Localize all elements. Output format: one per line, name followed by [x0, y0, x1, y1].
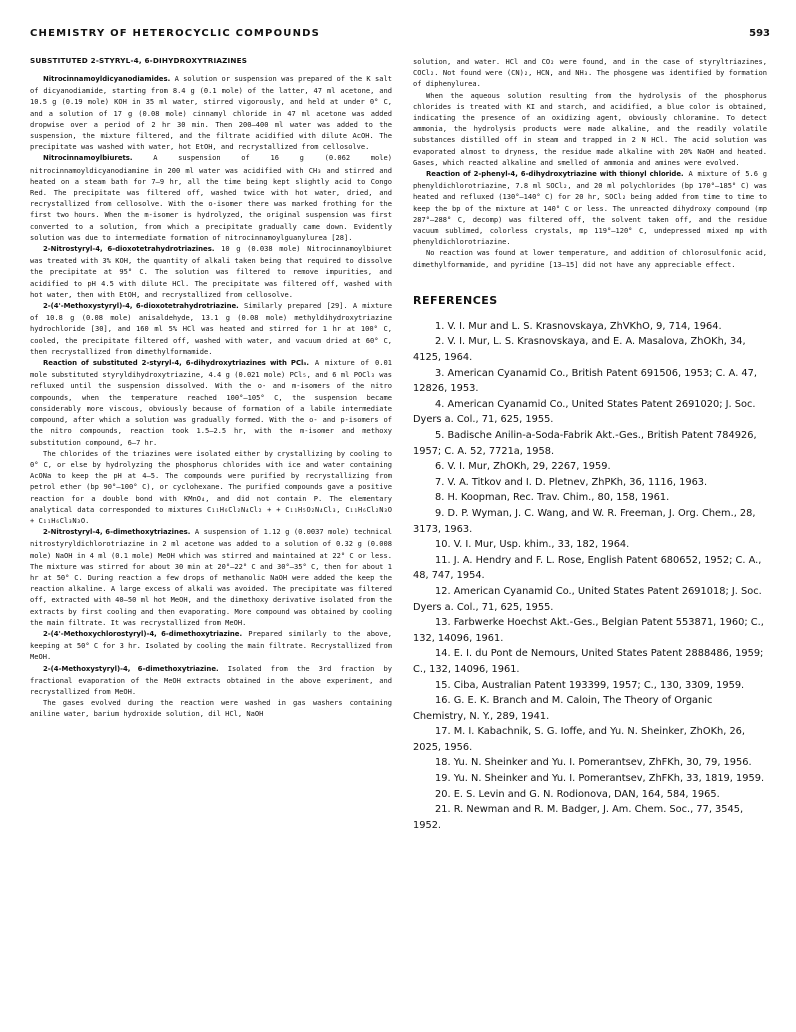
- body-paragraph: [413, 56, 767, 90]
- body-paragraph: [30, 628, 392, 663]
- body-paragraph: [30, 152, 392, 243]
- reference-item: 14. E. I. du Pont de Nemours, United States Patent 2888486, 1959; C., 132, 14096, 1961.: [413, 648, 764, 675]
- reference-item: 9. D. P. Wyman, J. C. Wang, and W. R. Freeman, J. Org. Chem., 28, 3173, 1963.: [413, 507, 756, 535]
- reference-item: 13. Farbwerke Hoechst Akt.-Ges., Belgian Patent 553871, 1960; C., 132, 14096, 1961.: [413, 617, 764, 644]
- body-paragraph: [30, 697, 392, 719]
- body-paragraph: [30, 663, 392, 698]
- reference-item: 4. American Cyanamid Co., United States Patent 2691020; J. Soc. Dyers a. Col., 71, 625, 1955.: [413, 398, 756, 426]
- reference-item: 21. R. Newman and R. M. Badger, J. Am. Chem. Soc., 77, 3545, 1952.: [413, 804, 744, 831]
- paragraph-lead: 2-Nitrostyryl-4, 6-dimethoxytriazines.: [43, 528, 191, 537]
- reference-item: 6. V. I. Mur, ZhOKh, 29, 2267, 1959.: [435, 461, 611, 473]
- body-paragraph: [30, 300, 392, 357]
- left-paragraphs: [30, 73, 392, 720]
- body-paragraph: [30, 526, 392, 628]
- reference-item: 15. Ciba, Australian Patent 193399, 1957; C., 130, 3309, 1959.: [435, 679, 745, 691]
- body-paragraph: [30, 357, 392, 448]
- running-title: CHEMISTRY OF HETEROCYCLIC COMPOUNDS: [30, 28, 321, 39]
- reference-item: 11. J. A. Hendry and F. L. Rose, English Patent 680652, 1952; C. A., 48, 747, 1954.: [413, 554, 762, 582]
- paragraph-text: Prepared similarly to the above, keeping at 50° C for 3 hr. Isolated by cooling the main filtrate. Recrystallized from MeOH.: [30, 628, 392, 662]
- paragraph-lead: Reaction of substituted 2-styryl-4, 6-dihydroxytriazines with PCl₅.: [43, 359, 310, 368]
- page-number: 593: [749, 28, 770, 39]
- references-list: [413, 319, 767, 834]
- paragraph-text: The chlorides of the triazines were isolated either by crystallizing by cooling to 0° C, or else by hydrolyzing the phosphorus chlorides with ice and water containing AcONa to keep the pH at 4–5. The compounds were purified by recrystallizing from petrol ether (bp 90°–100° C), or cyclohexane. The purified compounds gave a positive reaction for a double bond with KMnO₄, and did not contain P. The elementary analytical data corresponded to mixtures C₁₁H₆Cl₂N₄Cl₂ + + C₁₁H₅O₂N₄Cl₃, C₁₁H₆Cl₂N₃O + C₁₁H₆Cl₃N₃O.: [30, 448, 392, 525]
- paragraph-text: A suspension of 16 g (0.062 mole) nitrocinnamoyldicyanodiamine in 200 ml water was acidified with CH₃ and stirred and heated on a steam bath for 7–9 hr, all the time being kept slightly acid to Congo Red. The precipitate was filtered off, washed twice with hot water, dried, and recrystallized from cellosolve. With the o-isomer there was marked frothing for the first two hours. When the m-isomer is hydrolyzed, the original suspension was first converted to a solution, from which a precipitate gradually came down. Evidently solution was due to intermediate formation of nitrocinnamoylguanylurea [28].: [30, 153, 392, 242]
- paragraph-text: Similarly prepared [29]. A mixture of 10.8 g (0.08 mole) anisaldehyde, 13.1 g (0.08 mole) methyldihydroxytriazine hydrochloride [30], and 160 ml 5% HCl was heated and stirred for 1 hr at 100° C, cooled, the precipitate filtered off, washed with water, and vacuum dried at 60° C, then recrystallized from dimethylformamide.: [30, 301, 392, 356]
- body-paragraph: [413, 168, 767, 247]
- paragraph-lead: Nitrocinnamoylbiurets.: [43, 154, 133, 163]
- paragraph-lead: 2-(4'-Methoxystyryl)-4, 6-dioxotetrahydrotriazine.: [43, 302, 239, 311]
- paragraph-text: A mixture of 5.6 g phenyldichlorotriazine, 7.8 ml SOCl₂, and 20 ml polychlorides (bp 170°–185° C) was heated and refluxed (130°–140° C) for 20 hr, SOCl₂ being added from time to time to keep the bp of the mixture at 140° C or less. The unreacted dihydroxy compound (mp 287°–288° C, decomp) was filtered off, the solvent taken off, and the residue vacuum sublimed, colorless crystals, mp 119°–120° C, undepressed mixed mp with phenyldichlorotriazine.: [413, 169, 768, 247]
- paragraph-text: 10 g (0.038 mole) Nitrocinnamoylbiuret was treated with 3% KOH, the quantity of alkali taken being that required to dissolve the precipitate at 95° C. The solution was filtered to remove impurities, and acidified to pH 4.5 with dilute HCl. The precipitate was filtered off, washed with hot water, then with EtOH, and recrystallized from cellosolve.: [30, 244, 392, 299]
- body-paragraph: [30, 243, 392, 300]
- reference-item: 8. H. Koopman, Rec. Trav. Chim., 80, 158, 1961.: [435, 492, 670, 504]
- paragraph-text: solution, and water. HCl and CO₂ were found, and in the case of styryltriazines, COCl₂. Not found were (CN)₂, HCN, and NH₃. The phosgene was identified by formation of diphenylurea.: [413, 57, 767, 89]
- section-title: SUBSTITUTED 2-STYRYL-4, 6-DIHYDROXYTRIAZINES: [30, 56, 248, 65]
- reference-item: 7. V. A. Titkov and I. D. Pletnev, ZhPKh, 36, 1116, 1963.: [435, 476, 708, 488]
- body-paragraph: [413, 90, 767, 168]
- references-heading: REFERENCES: [413, 293, 498, 307]
- paragraph-lead: Nitrocinnamoyldicyanodiamides.: [43, 75, 171, 83]
- reference-item: 17. M. I. Kabachnik, S. G. Ioffe, and Yu. N. Sheinker, ZhOKh, 26, 2025, 1956.: [413, 726, 746, 753]
- paragraph-text: A solution or suspension was prepared of the K salt of dicyanodiamide, starting from 8.4 g (0.1 mole) of the latter, 47 ml acetone, and 10.5 g (0.19 mole) KOH in 35 ml water, stirred vigorously, and held at under 0° C, and a solution of 17 g (0.08 mole) cinnamyl chloride in 47 ml acetone was added dropwise over a period of 2 hr 30 min. Then 200–400 ml water was added to the suspension, the mixture filtered, and the filtrate acidified with dilute AcOH. The precipitate was washed with water, hot EtOH, and recrystallized from cellosolve.: [30, 74, 392, 152]
- paragraph-text: No reaction was found at lower temperature, and addition of chlorosulfonic acid, dimethylformamide, and pyridine [13–15] did not have any appreciable effect.: [413, 248, 767, 269]
- reference-item: 5. Badische Anilin-a-Soda-Fabrik Akt.-Ges., British Patent 784926, 1957; C. A. 52, 7721a, 1958.: [413, 430, 757, 457]
- paragraph-text: A mixture of 0.01 mole substituted styryldihydroxytriazine, 4.4 g (0.021 mole) PCl₅, and 6 ml POCl₃ was refluxed until the suspension dissolved. With the o- and m-isomers of the nitro compounds, when the temperature reached 100°–105° C, the suspension became considerably more viscous, obviously because of formation of a labile intermediate compound, after which a solution was gradually formed. With the o- and p-isomers of the nitro compounds, reaction took 1.5–2.5 hr, with the m-isomer and methoxy substitution compound, 6–7 hr.: [30, 358, 392, 447]
- reference-item: 2. V. I. Mur, L. S. Krasnovskaya, and E. A. Masalova, ZhOKh, 34, 4125, 1964.: [413, 336, 746, 364]
- paragraph-text: When the aqueous solution resulting from the hydrolysis of the phosphorus chlorides is treated with KI and starch, and acidified, a blue color is obtained, indicating the presence of an oxidizing agent, obviously chloramine. To detect ammonia, the hydrolysis products were made alkaline, and the readily volatile substances distilled off in steam and trapped in 2 N HCl. The acid solution was evaporated almost to dryness, the residue made alkaline with 20% NaOH and heated. Gases, which reacted alkaline and smelled of ammonia and amines were evolved.: [413, 90, 767, 167]
- reference-item: 10. V. I. Mur, Usp. khim., 33, 182, 1964.: [435, 539, 630, 551]
- reference-item: 20. E. S. Levin and G. N. Rodionova, DAN, 164, 584, 1965.: [435, 788, 720, 800]
- paragraph-lead: Reaction of 2-phenyl-4, 6-dihydroxytriazine with thionyl chloride.: [426, 170, 684, 179]
- reference-item: 16. G. E. K. Branch and M. Caloin, The Theory of Organic Chemistry, N. Y., 289, 1941.: [413, 695, 713, 722]
- paragraph-text: Isolated from the 3rd fraction by fractional evaporation of the MeOH extracts obtained in the above experiment, and recrystallized from MeOH.: [30, 663, 393, 696]
- paragraph-text: The gases evolved during the reaction were washed in gas washers containing aniline water, barium hydroxide solution, dil HCl, NaOH: [30, 698, 392, 719]
- reference-item: 18. Yu. N. Sheinker and Yu. I. Pomerantsev, ZhFKh, 30, 79, 1956.: [435, 757, 752, 769]
- body-paragraph: [30, 448, 392, 526]
- running-head: [30, 28, 770, 42]
- reference-item: 1. V. I. Mur and L. S. Krasnovskaya, ZhVKhO, 9, 714, 1964.: [435, 320, 722, 332]
- paragraph-lead: 2-(4'-Methoxychlorostyryl)-4, 6-dimethoxytriazine.: [43, 629, 243, 638]
- reference-item: 3. American Cyanamid Co., British Patent 691506, 1953; C. A. 47, 12826, 1953.: [413, 367, 758, 395]
- right-column: [413, 56, 767, 833]
- paragraph-lead: 2-Nitrostyryl-4, 6-dioxotetrahydrotriazines.: [43, 245, 215, 254]
- paragraph-text: A suspension of 1.12 g (0.0037 mole) technical nitrostyryldichlorotriazine in 2 ml acetone was added to a solution of 0.32 g (0.008 mole) NaOH in 4 ml (0.1 mole) MeOH which was stirred and maintained at 22° C or less. The mixture was stirred for about 30 min at 20°–22° C and 30°–35° C, then for about 1 hr at 50° C. During reaction a few drops of methanolic NaOH were added the keep the reaction alkaline. A large excess of alkali was avoided. The precipitate was filtered off, extracted with 40–50 ml hot MeOH, and the dimethoxy derivative isolated from the extracts by first cooling and then evaporating. More compound was obtained by cooling the main filtrate. It was recrystallized from MeOH.: [30, 527, 392, 627]
- body-paragraph: [30, 73, 392, 152]
- paragraph-lead: 2-(4-Methoxystyryl)-4, 6-dimethoxytriazine.: [43, 664, 219, 673]
- reference-item: 12. American Cyanamid Co., United States Patent 2691018; J. Soc. Dyers a. Col., 71, 625, 1955.: [413, 585, 762, 613]
- right-paragraphs: [413, 56, 767, 270]
- left-column: [30, 56, 392, 720]
- body-paragraph: [413, 247, 767, 269]
- reference-item: 19. Yu. N. Sheinker and Yu. I. Pomerantsev, ZhFKh, 33, 1819, 1959.: [435, 773, 765, 785]
